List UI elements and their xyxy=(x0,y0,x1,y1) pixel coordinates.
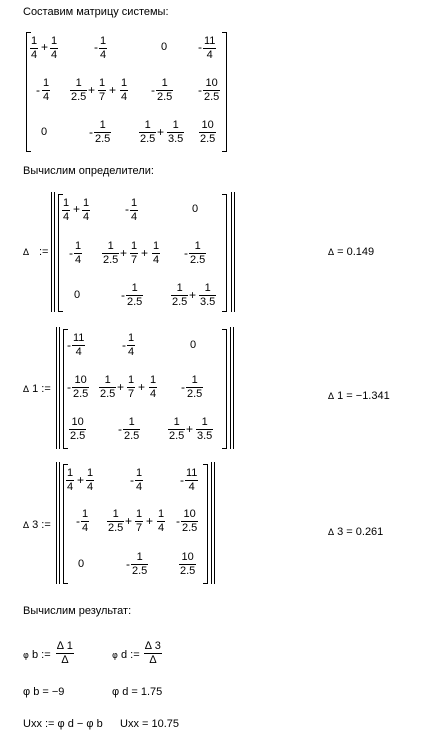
matrix-cell: 0 xyxy=(192,203,199,215)
plus-op: + xyxy=(141,246,149,260)
frac: 1 4 xyxy=(136,467,143,493)
frac: 1 4 xyxy=(63,197,70,223)
frac: 10 2.5 xyxy=(73,374,89,400)
frac: 1 3.5 xyxy=(168,119,184,145)
frac: 1 4 xyxy=(43,77,50,103)
minus-op: - xyxy=(198,40,202,54)
minus-op: - xyxy=(198,83,202,97)
matrix-cell: 0 xyxy=(41,126,48,138)
matrix-cell: 0 xyxy=(74,289,81,301)
frac: 10 2.5 xyxy=(182,508,198,534)
heading-determinants: Вычислим определители: xyxy=(23,165,154,177)
plus-op: + xyxy=(109,83,117,97)
frac: 10 2.5 xyxy=(200,119,216,145)
delta1-label: ∆ 1 := xyxy=(23,383,51,395)
frac: 1 4 xyxy=(131,197,138,223)
delta3-label: ∆ 3 := xyxy=(23,519,51,531)
frac: 1 2.5 xyxy=(103,240,119,266)
matrix-cell: 0 xyxy=(78,558,85,570)
minus-op: - xyxy=(181,380,185,394)
minus-op: - xyxy=(121,288,125,302)
frac: 1 7 xyxy=(136,508,143,534)
minus-op: - xyxy=(67,338,71,352)
det-bar xyxy=(59,327,60,449)
det-bar xyxy=(234,192,235,312)
frac: 1 7 xyxy=(131,240,138,266)
plus-op: + xyxy=(186,422,194,436)
frac: 1 4 xyxy=(153,240,160,266)
frac: 1 2.5 xyxy=(100,374,116,400)
plus-op: + xyxy=(125,514,133,528)
det-bar xyxy=(54,192,55,312)
frac: 1 2.5 xyxy=(95,119,111,145)
phid-fraction: ∆ 3 ∆ xyxy=(145,640,161,666)
minus-op: - xyxy=(125,202,129,216)
det-bar xyxy=(233,327,234,449)
frac: 1 4 xyxy=(121,77,128,103)
frac: 1 4 xyxy=(31,35,38,61)
uxx-definition: Uxx := φ d − φ b xyxy=(23,718,103,730)
frac: 10 2.5 xyxy=(180,551,196,577)
frac: 1 7 xyxy=(99,77,106,103)
uxx-value: Uxx = 10.75 xyxy=(120,718,180,730)
plus-op: + xyxy=(189,288,197,302)
frac: 1 4 xyxy=(67,467,74,493)
minus-op: - xyxy=(176,514,180,528)
phid-definition-lhs: φ d := xyxy=(112,649,140,661)
frac: 1 2.5 xyxy=(190,240,206,266)
minus-op: - xyxy=(76,514,80,528)
minus-op: - xyxy=(36,83,40,97)
frac: 1 2.5 xyxy=(140,119,156,145)
det-bar xyxy=(214,462,215,584)
phib-value: φ b = −9 xyxy=(23,686,65,698)
plus-op: + xyxy=(117,380,125,394)
frac: 10 2.5 xyxy=(70,416,86,442)
minus-op: - xyxy=(122,338,126,352)
matrix-right-bracket xyxy=(203,464,208,584)
det-bar xyxy=(59,462,60,584)
matrix-right-bracket xyxy=(222,194,227,312)
frac: 1 2.5 xyxy=(172,282,188,308)
plus-op: + xyxy=(88,83,96,97)
det-bar xyxy=(230,327,231,449)
phib-definition-lhs: φ b := xyxy=(23,649,51,661)
frac: 1 2.5 xyxy=(127,282,143,308)
plus-op: + xyxy=(77,473,85,487)
frac: 1 4 xyxy=(82,508,89,534)
frac: 1 4 xyxy=(150,374,157,400)
minus-op: - xyxy=(89,125,93,139)
matrix-cell: 0 xyxy=(190,339,197,351)
minus-op: - xyxy=(184,246,188,260)
plus-op: + xyxy=(120,246,128,260)
minus-op: - xyxy=(94,40,98,54)
minus-op: - xyxy=(118,422,122,436)
minus-op: - xyxy=(126,557,130,571)
det-bar xyxy=(211,462,212,584)
frac: 1 3.5 xyxy=(197,416,213,442)
frac: 1 2.5 xyxy=(157,77,173,103)
frac: 1 4 xyxy=(158,508,165,534)
frac: 1 2.5 xyxy=(71,77,87,103)
matrix-right-bracket xyxy=(222,32,227,152)
frac: 1 2.5 xyxy=(108,508,124,534)
matrix-right-bracket xyxy=(222,329,227,449)
delta1-result: ∆ 1 = −1.341 xyxy=(328,390,390,402)
frac: 1 2.5 xyxy=(124,416,140,442)
phib-fraction: ∆ 1 ∆ xyxy=(57,640,73,666)
assign-op: := xyxy=(39,246,49,258)
plus-op: + xyxy=(41,40,49,54)
frac: 1 3.5 xyxy=(200,282,216,308)
frac: 1 7 xyxy=(128,374,135,400)
heading-result: Вычислим результат: xyxy=(23,605,132,617)
minus-op: - xyxy=(130,473,134,487)
plus-op: + xyxy=(146,514,154,528)
heading-matrix: Составим матрицу системы: xyxy=(23,6,169,18)
phid-value: φ d = 1.75 xyxy=(112,686,163,698)
det-bar xyxy=(56,327,57,449)
delta3-result: ∆ 3 = 0.261 xyxy=(328,526,384,538)
frac: 10 2.5 xyxy=(204,77,220,103)
plus-op: + xyxy=(138,380,146,394)
matrix-cell: 0 xyxy=(161,41,168,53)
delta-label: ∆ xyxy=(23,248,30,258)
frac: 1 4 xyxy=(75,240,82,266)
delta-result: ∆ = 0.149 xyxy=(328,246,375,258)
frac: 1 4 xyxy=(87,467,94,493)
minus-op: - xyxy=(151,83,155,97)
plus-op: + xyxy=(73,202,81,216)
det-bar xyxy=(231,192,232,312)
det-bar xyxy=(51,192,52,312)
frac: 11 4 xyxy=(204,35,216,61)
minus-op: - xyxy=(67,380,71,394)
det-bar xyxy=(56,462,57,584)
frac: 11 4 xyxy=(186,467,198,493)
frac: 1 4 xyxy=(83,197,90,223)
plus-op: + xyxy=(157,125,165,139)
frac: 1 4 xyxy=(100,35,107,61)
minus-op: - xyxy=(69,246,73,260)
frac: 1 2.5 xyxy=(169,416,185,442)
minus-op: - xyxy=(180,473,184,487)
frac: 1 2.5 xyxy=(132,551,148,577)
frac: 1 4 xyxy=(51,35,58,61)
frac: 1 2.5 xyxy=(187,374,203,400)
frac: 1 4 xyxy=(128,332,135,358)
frac: 11 4 xyxy=(73,332,85,358)
